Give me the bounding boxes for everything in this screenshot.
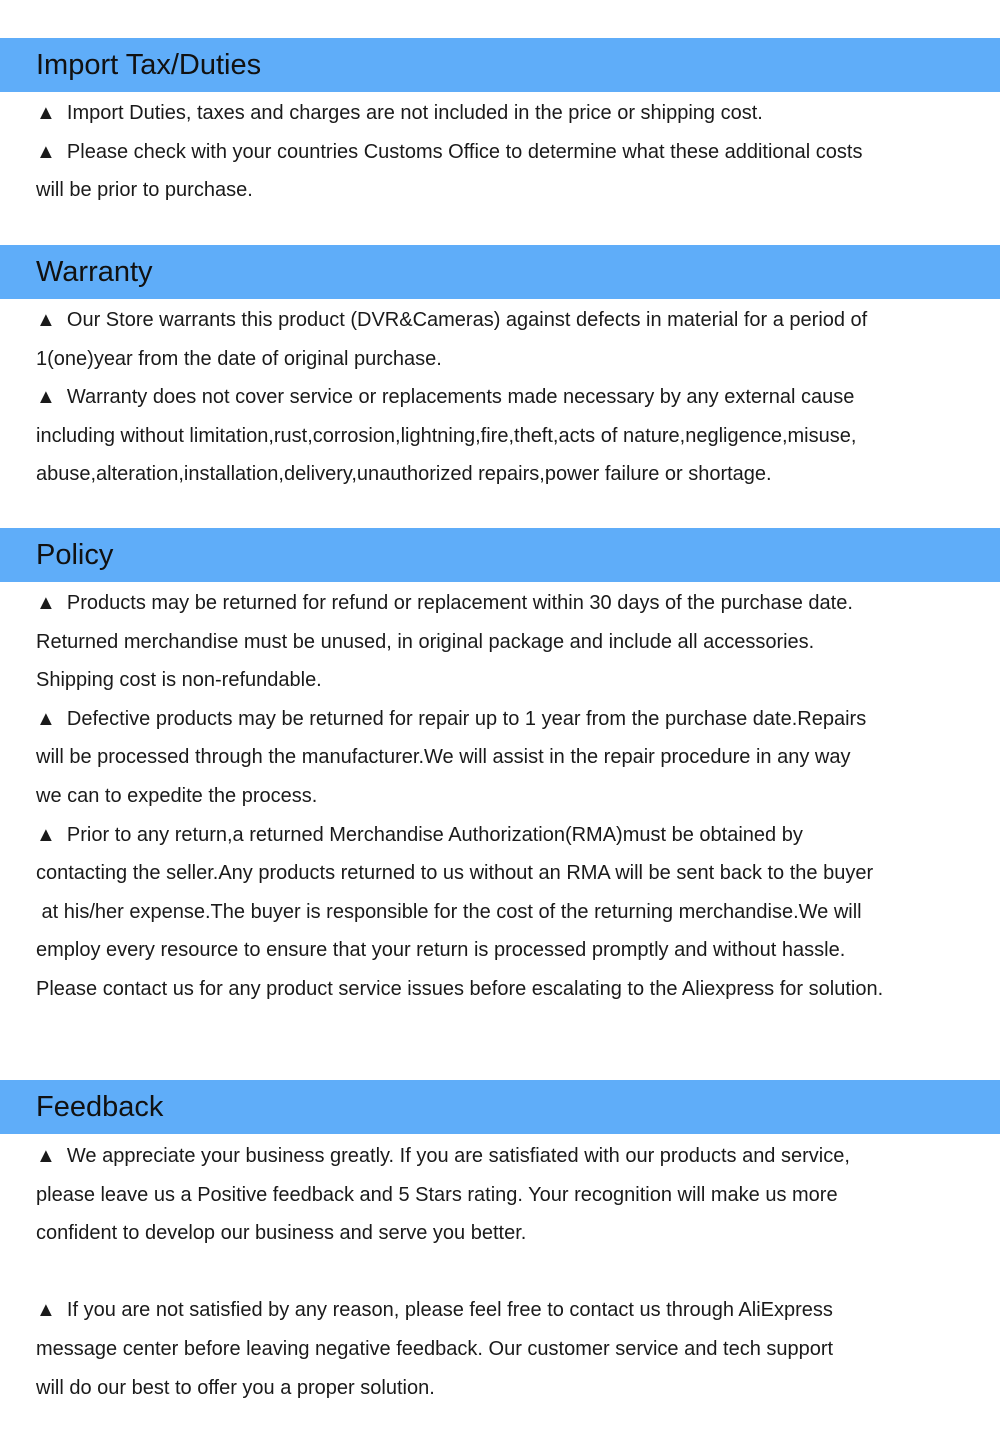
- feedback-line-4: ▲ If you are not satisfied by any reason, please feel free to contact us through AliExpress: [36, 1299, 833, 1322]
- import-duties-header: [0, 38, 1000, 92]
- policy-line-3: Shipping cost is non-refundable.: [36, 669, 322, 692]
- section-title: Warranty: [36, 256, 153, 288]
- warranty-line-4: including without limitation,rust,corrosion,lightning,fire,theft,acts of nature,negligence,misuse,: [36, 424, 857, 447]
- paragraph-spacer: [36, 1253, 976, 1292]
- warranty-line-2: 1(one)year from the date of original purchase.: [36, 347, 442, 370]
- feedback-line-6: will do our best to offer you a proper solution.: [36, 1376, 435, 1399]
- section-title: Feedback: [36, 1091, 164, 1123]
- feedback-line-5: message center before leaving negative feedback. Our customer service and tech support: [36, 1337, 834, 1360]
- feedback-header: [0, 1080, 1000, 1134]
- import-duties-body: [36, 94, 976, 210]
- policy-line-4: ▲ Defective products may be returned for repair up to 1 year from the purchase date.Repairs: [36, 707, 867, 730]
- policy-line-5: will be processed through the manufacturer.We will assist in the repair procedure in any way: [36, 746, 851, 769]
- policy-line-6: we can to expedite the process.: [36, 784, 318, 807]
- policy-body: [36, 584, 976, 1009]
- policy-line-11: Please contact us for any product service issues before escalating to the Aliexpress for solution.: [36, 977, 884, 1000]
- feedback-line-1: ▲ We appreciate your business greatly. If you are satisfiated with our products and service,: [36, 1145, 850, 1167]
- feedback-line-3: confident to develop our business and serve you better.: [36, 1222, 527, 1245]
- policy-header: [0, 528, 1000, 582]
- feedback-line-2: please leave us a Positive feedback and 5 Stars rating. Your recognition will make us more: [36, 1183, 838, 1206]
- policy-line-9: at his/her expense.The buyer is responsible for the cost of the returning merchandise.We will: [36, 900, 862, 923]
- section-title: Policy: [36, 539, 114, 571]
- policy-line-1: ▲ Products may be returned for refund or replacement within 30 days of the purchase date.: [36, 592, 853, 614]
- import-line-1: ▲ Import Duties, taxes and charges are not included in the price or shipping cost.: [36, 102, 763, 124]
- warranty-line-3: ▲ Warranty does not cover service or replacements made necessary by any external cause: [36, 386, 855, 409]
- warranty-header: [0, 245, 1000, 299]
- policy-line-8: contacting the seller.Any products returned to us without an RMA will be sent back to the buyer: [36, 862, 874, 885]
- import-line-2: ▲ Please check with your countries Customs Office to determine what these additional costs: [36, 140, 863, 163]
- policy-line-2: Returned merchandise must be unused, in original package and include all accessories.: [36, 630, 815, 653]
- warranty-line-1: ▲ Our Store warrants this product (DVR&Cameras) against defects in material for a period of: [36, 309, 868, 331]
- policy-line-10: employ every resource to ensure that your return is processed promptly and without hassle.: [36, 939, 846, 962]
- warranty-body: [36, 301, 976, 494]
- section-title: Import Tax/Duties: [36, 49, 262, 81]
- policy-line-7: ▲ Prior to any return,a returned Merchandise Authorization(RMA)must be obtained by: [36, 823, 803, 846]
- import-line-3: will be prior to purchase.: [36, 179, 253, 202]
- warranty-line-5: abuse,alteration,installation,delivery,unauthorized repairs,power failure or shortage.: [36, 463, 772, 486]
- feedback-body: [36, 1137, 976, 1407]
